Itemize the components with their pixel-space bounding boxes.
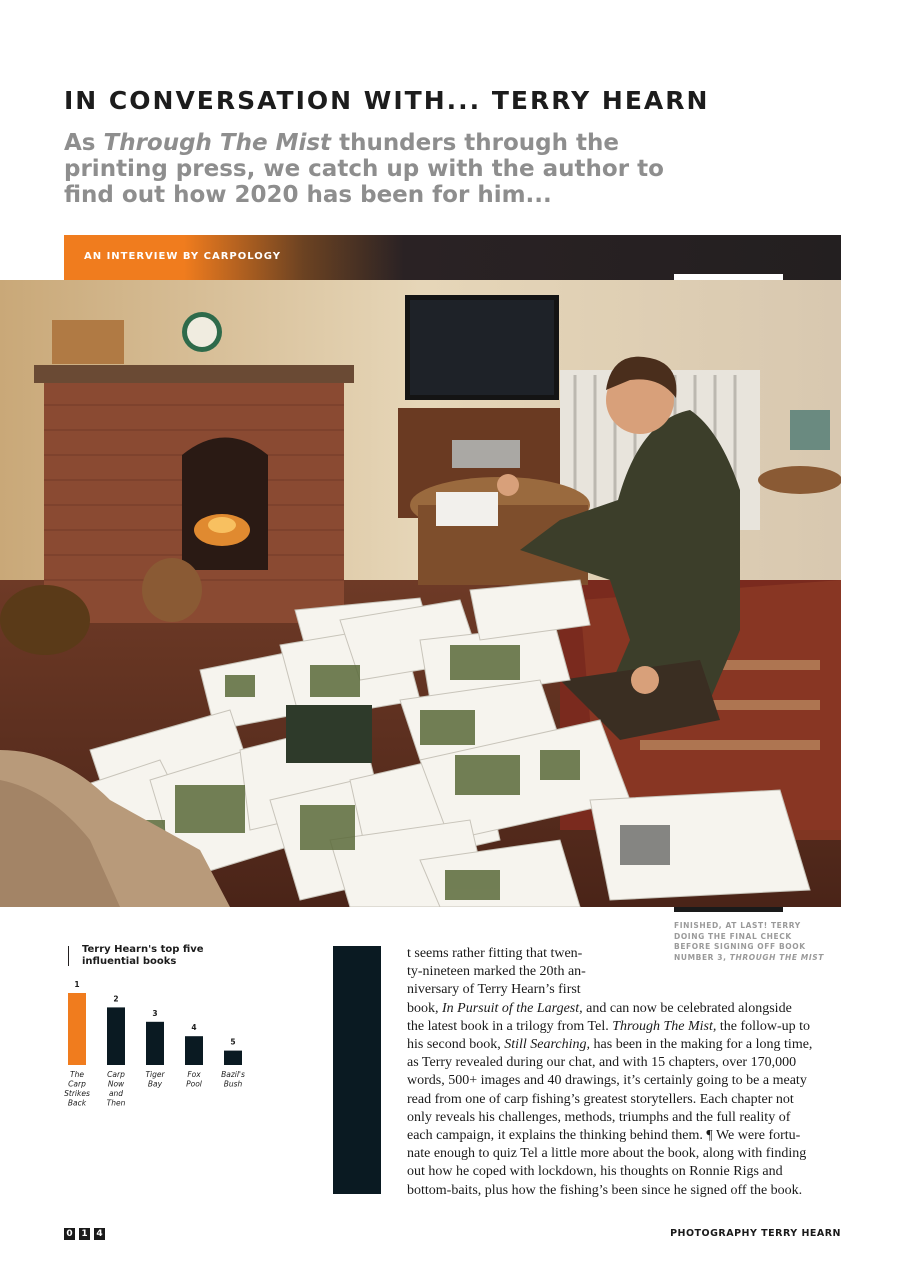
photo-man-with-manuscript-icon bbox=[0, 280, 841, 907]
article-line bbox=[407, 963, 841, 981]
page-number bbox=[64, 1228, 105, 1240]
article-text: his second book, bbox=[407, 1037, 505, 1053]
article-text: ty-nineteen marked the 20th an- bbox=[407, 964, 586, 980]
article-line bbox=[407, 1109, 841, 1127]
banner-label: AN INTERVIEW BY CARPOLOGY bbox=[84, 251, 281, 262]
article-line bbox=[407, 1018, 841, 1036]
chart-category-label: Fox Pool bbox=[186, 1070, 202, 1089]
standfirst-book-title: Through The Mist bbox=[103, 130, 332, 156]
article-book-title: In Pursuit of the Largest, bbox=[442, 1000, 583, 1016]
chart-category-label: Carp Now and Then bbox=[106, 1070, 126, 1108]
article-line bbox=[407, 1036, 841, 1054]
caption-line: FINISHED, AT LAST! TERRY bbox=[674, 921, 801, 930]
caption-line: BEFORE SIGNING OFF BOOK bbox=[674, 942, 806, 951]
chart-plot bbox=[62, 942, 262, 1122]
article-text: book, bbox=[407, 1000, 442, 1016]
standfirst-post: thunders through the printing press, we catch up with the author to find out how 2020 has been for him... bbox=[64, 130, 664, 208]
article-line bbox=[407, 1072, 841, 1090]
page-digit: 4 bbox=[94, 1228, 105, 1240]
chart-bar bbox=[68, 993, 86, 1065]
article-line bbox=[407, 1145, 841, 1163]
caption-book-title: THROUGH THE MIST bbox=[729, 952, 824, 962]
interview-banner bbox=[64, 235, 841, 280]
chart-bar bbox=[224, 1051, 242, 1065]
chart-rank-label: 2 bbox=[113, 994, 119, 1004]
article-book-title: Through The Mist, bbox=[612, 1018, 717, 1034]
article-text: the latest book in a trilogy from Tel. bbox=[407, 1018, 613, 1034]
article-text: nate enough to quiz Tel a little more about the book, along with finding bbox=[407, 1146, 807, 1162]
chart-rank-label: 3 bbox=[152, 1008, 158, 1018]
page-digit: 1 bbox=[79, 1228, 90, 1240]
chart-rank-label: 4 bbox=[191, 1023, 197, 1033]
article-text: bottom-baits, plus how the fishing’s been since he signed off the book. bbox=[407, 1182, 803, 1198]
chart-bar bbox=[185, 1036, 203, 1065]
caption-rule bbox=[674, 907, 783, 912]
article-text: each campaign, it explains the thinking behind them. ¶ We were fortu- bbox=[407, 1128, 801, 1144]
chart-title: Terry Hearn's top five influential books bbox=[82, 944, 204, 967]
article-text: words, 500+ images and 40 drawings, it’s certainly going to be a meaty bbox=[407, 1073, 807, 1089]
article-body bbox=[407, 945, 841, 1200]
article-line bbox=[407, 945, 841, 963]
article-book-title: Still Searching, bbox=[504, 1037, 591, 1053]
article-line bbox=[407, 1163, 841, 1181]
article-text: niversary of Terry Hearn’s first bbox=[407, 982, 581, 998]
article-line bbox=[407, 981, 841, 999]
chart-bar bbox=[146, 1022, 164, 1065]
feature-photo bbox=[0, 280, 841, 907]
caption-line-pre: NUMBER 3, bbox=[674, 952, 730, 962]
article-text: has been in the making for a long time, bbox=[590, 1037, 813, 1053]
article-text: out how he coped with lockdown, his thoughts on Ronnie Rigs and bbox=[407, 1164, 783, 1180]
chart-category-label: The Carp Strikes Back bbox=[64, 1070, 90, 1108]
standfirst-pre: As bbox=[64, 130, 104, 156]
page-title: IN CONVERSATION WITH... TERRY HEARN bbox=[64, 86, 710, 115]
article-line bbox=[407, 1000, 841, 1018]
standfirst bbox=[64, 130, 664, 208]
page-digit: 0 bbox=[64, 1228, 75, 1240]
article-text: read from one of carp fishing’s greatest storytellers. Each chapter not bbox=[407, 1091, 794, 1107]
chart-bar bbox=[107, 1007, 125, 1065]
article-line bbox=[407, 1182, 841, 1200]
chart-rank-label: 5 bbox=[230, 1037, 236, 1047]
article-text: t seems rather fitting that twen- bbox=[407, 946, 583, 961]
drop-cap-bar bbox=[333, 946, 381, 1194]
article-line bbox=[407, 1054, 841, 1072]
chart-category-label: Tiger Bay bbox=[145, 1070, 165, 1089]
chart-rank-label: 1 bbox=[74, 980, 80, 989]
article-text: and can now be celebrated alongside bbox=[582, 1000, 792, 1016]
article-text: the follow-up to bbox=[716, 1018, 811, 1034]
top-books-chart bbox=[62, 942, 262, 1122]
caption-line: DOING THE FINAL CHECK bbox=[674, 931, 792, 941]
article-text: only reveals his challenges, methods, triumphs and the full reality of bbox=[407, 1109, 791, 1125]
article-text: as Terry revealed during our chat, and with 15 chapters, over 170,000 bbox=[407, 1055, 797, 1071]
article-line bbox=[407, 1127, 841, 1145]
article-line bbox=[407, 1091, 841, 1109]
photo-credit: PHOTOGRAPHY TERRY HEARN bbox=[670, 1228, 841, 1239]
chart-category-label: Bazil's Bush bbox=[221, 1070, 245, 1089]
